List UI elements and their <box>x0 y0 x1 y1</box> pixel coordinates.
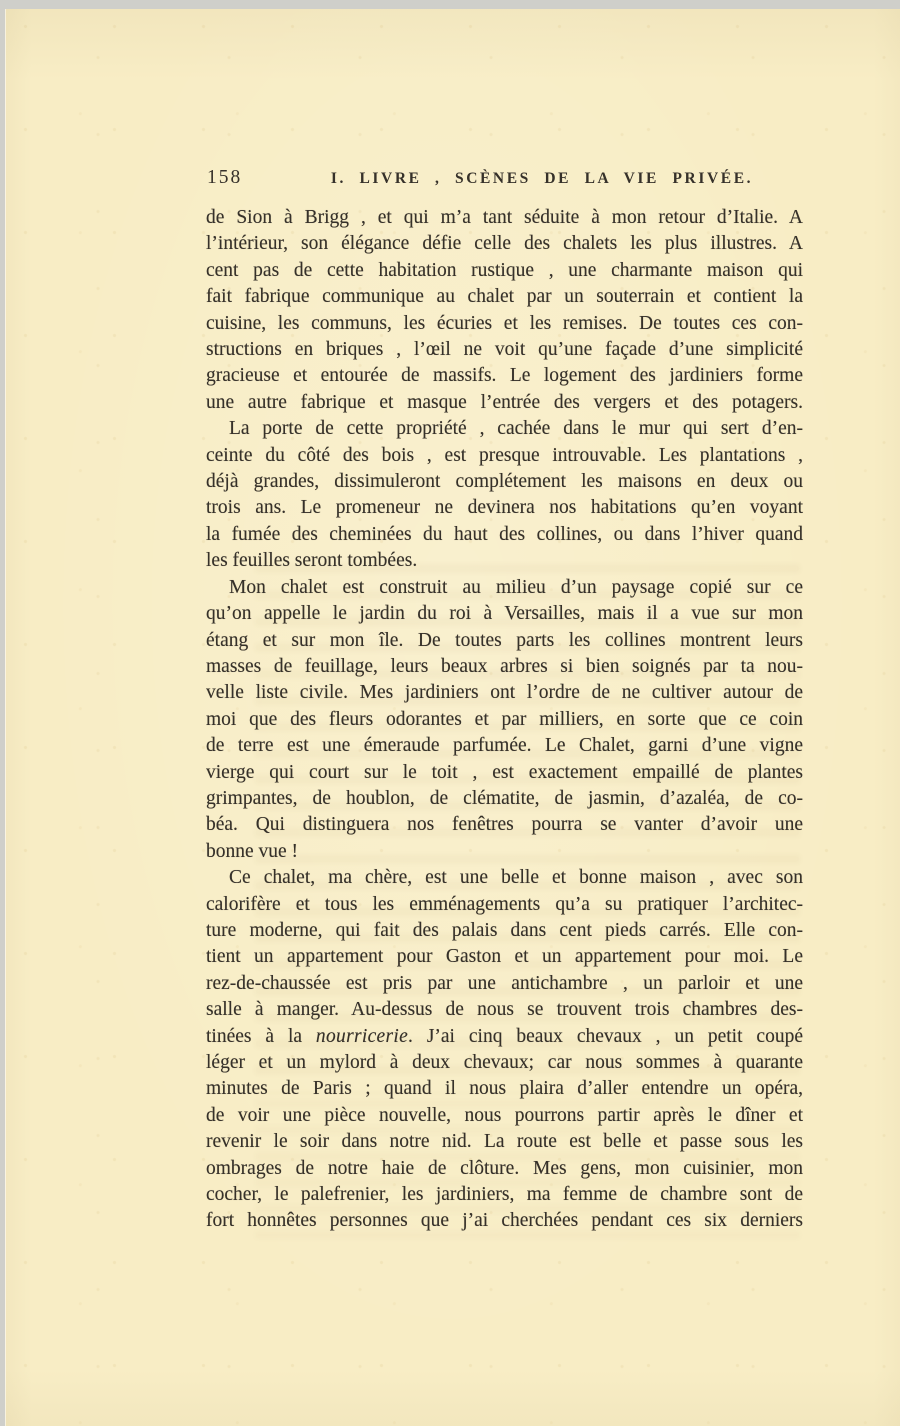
text-line: fait fabrique communique au chalet par un souterrain et contient la <box>206 286 803 308</box>
text-line: léger et un mylord à deux chevaux; car nous sommes à quarante <box>206 1052 803 1073</box>
text-segment: . J’ai cinq beaux chevaux , un petit coupé <box>408 1025 803 1047</box>
text-line: rez-de-chaussée est pris par une antichambre , un parloir et une <box>206 972 803 994</box>
text-line: cent pas de cette habitation rustique , une charmante maison qui <box>206 259 803 281</box>
running-title: I. LIVRE , SCÈNES DE LA VIE PRIVÉE. <box>330 170 754 187</box>
book-page <box>5 9 900 1426</box>
text-line: fort honnêtes personnes que j’ai cherchées pendant ces six derniers <box>206 1210 803 1232</box>
text-line: salle à manger. Au-dessus de nous se trouvent trois chambres des- <box>206 999 803 1021</box>
page-number: 158 <box>207 167 243 188</box>
text-line: de voir une pièce nouvelle, nous pourrons partir après le dîner et <box>206 1104 803 1126</box>
text-line: déjà grandes, dissimuleront complétement les maisons en deux ou <box>206 471 803 493</box>
text-line: de terre est une émeraude parfumée. Le Chalet, garni d’une vigne <box>206 735 803 757</box>
text-line: ture moderne, qui fait des palais dans cent pieds carrés. Elle con- <box>206 919 803 941</box>
text-line: La porte de cette propriété , cachée dans le mur qui sert d’en- <box>229 418 803 440</box>
text-line <box>206 1024 803 1050</box>
text-line: ombrages de notre haie de clôture. Mes gens, mon cuisinier, mon <box>206 1157 803 1179</box>
text-line: moi que des fleurs odorantes et par milliers, en sorte que ce coin <box>206 708 803 730</box>
text-line: gracieuse et entourée de massifs. Le logement des jardiniers forme <box>206 365 803 387</box>
text-line: trois ans. Le promeneur ne devinera nos habitations qu’en voyant <box>206 497 803 519</box>
text-line: vierge qui court sur le toit , est exactement empaillé de plantes <box>206 761 803 783</box>
text-line: ceinte du côté des bois , est presque introuvable. Les plantations , <box>206 444 803 466</box>
paragraph <box>206 205 803 416</box>
text-line: calorifère et tous les emménagements qu’a su pratiquer l’architec- <box>206 893 803 915</box>
text-line: de Sion à Brigg , et qui m’a tant séduite à mon retour d’Italie. A <box>206 207 803 228</box>
text-line: une autre fabrique et masque l’entrée des vergers et des potagers. <box>206 391 803 413</box>
text-line: minutes de Paris ; quand il nous plaira d’aller entendre un opéra, <box>206 1078 803 1100</box>
text-line: grimpantes, de houblon, de clématite, de jasmin, d’azaléa, de co- <box>206 787 803 809</box>
text-line: cocher, le palefrenier, les jardiniers, ma femme de chambre sont de <box>206 1184 803 1206</box>
text-line: tient un appartement pour Gaston et un appartement pour moi. Le <box>206 946 803 968</box>
text-line: Mon chalet est construit au milieu d’un paysage copié sur ce <box>229 576 803 598</box>
text-line: béa. Qui distinguera nos fenêtres pourra se vanter d’avoir une <box>206 814 803 836</box>
text-line: revenir le soir dans notre nid. La route est belle et passe sous les <box>206 1131 803 1153</box>
italic-text: nourricerie <box>315 1025 409 1047</box>
text-line: la fumée des cheminées du haut des collines, ou dans l’hiver quand <box>206 523 803 545</box>
text-line: étang et sur mon île. De toutes parts les collines montrent leurs <box>206 629 803 651</box>
text-line: velle liste civile. Mes jardiniers ont l’ordre de ne cultiver autour de <box>206 682 803 704</box>
text-line: les feuilles seront tombées. <box>206 550 418 572</box>
text-line: qu’on appelle le jardin du roi à Versailles, mais il a vue sur mon <box>206 603 803 625</box>
page-body <box>206 205 803 1235</box>
text-line: l’intérieur, son élégance défie celle des chalets les plus illustres. A <box>206 233 803 255</box>
paragraph <box>206 865 803 1235</box>
text-line: masses de feuillage, leurs beaux arbres si bien soignés par ta nou- <box>206 655 803 677</box>
text-line: cuisine, les communs, les écuries et les remises. De toutes ces con- <box>206 312 803 334</box>
text-line: structions en briques , l’œil ne voit qu’une façade d’une simplicité <box>206 339 803 361</box>
paragraph <box>206 575 803 865</box>
running-head <box>205 165 805 193</box>
text-line: bonne vue ! <box>206 840 299 862</box>
text-segment: tinées à la <box>206 1025 316 1047</box>
paragraph <box>206 416 803 574</box>
text-line: Ce chalet, ma chère, est une belle et bonne maison , avec son <box>229 867 803 889</box>
